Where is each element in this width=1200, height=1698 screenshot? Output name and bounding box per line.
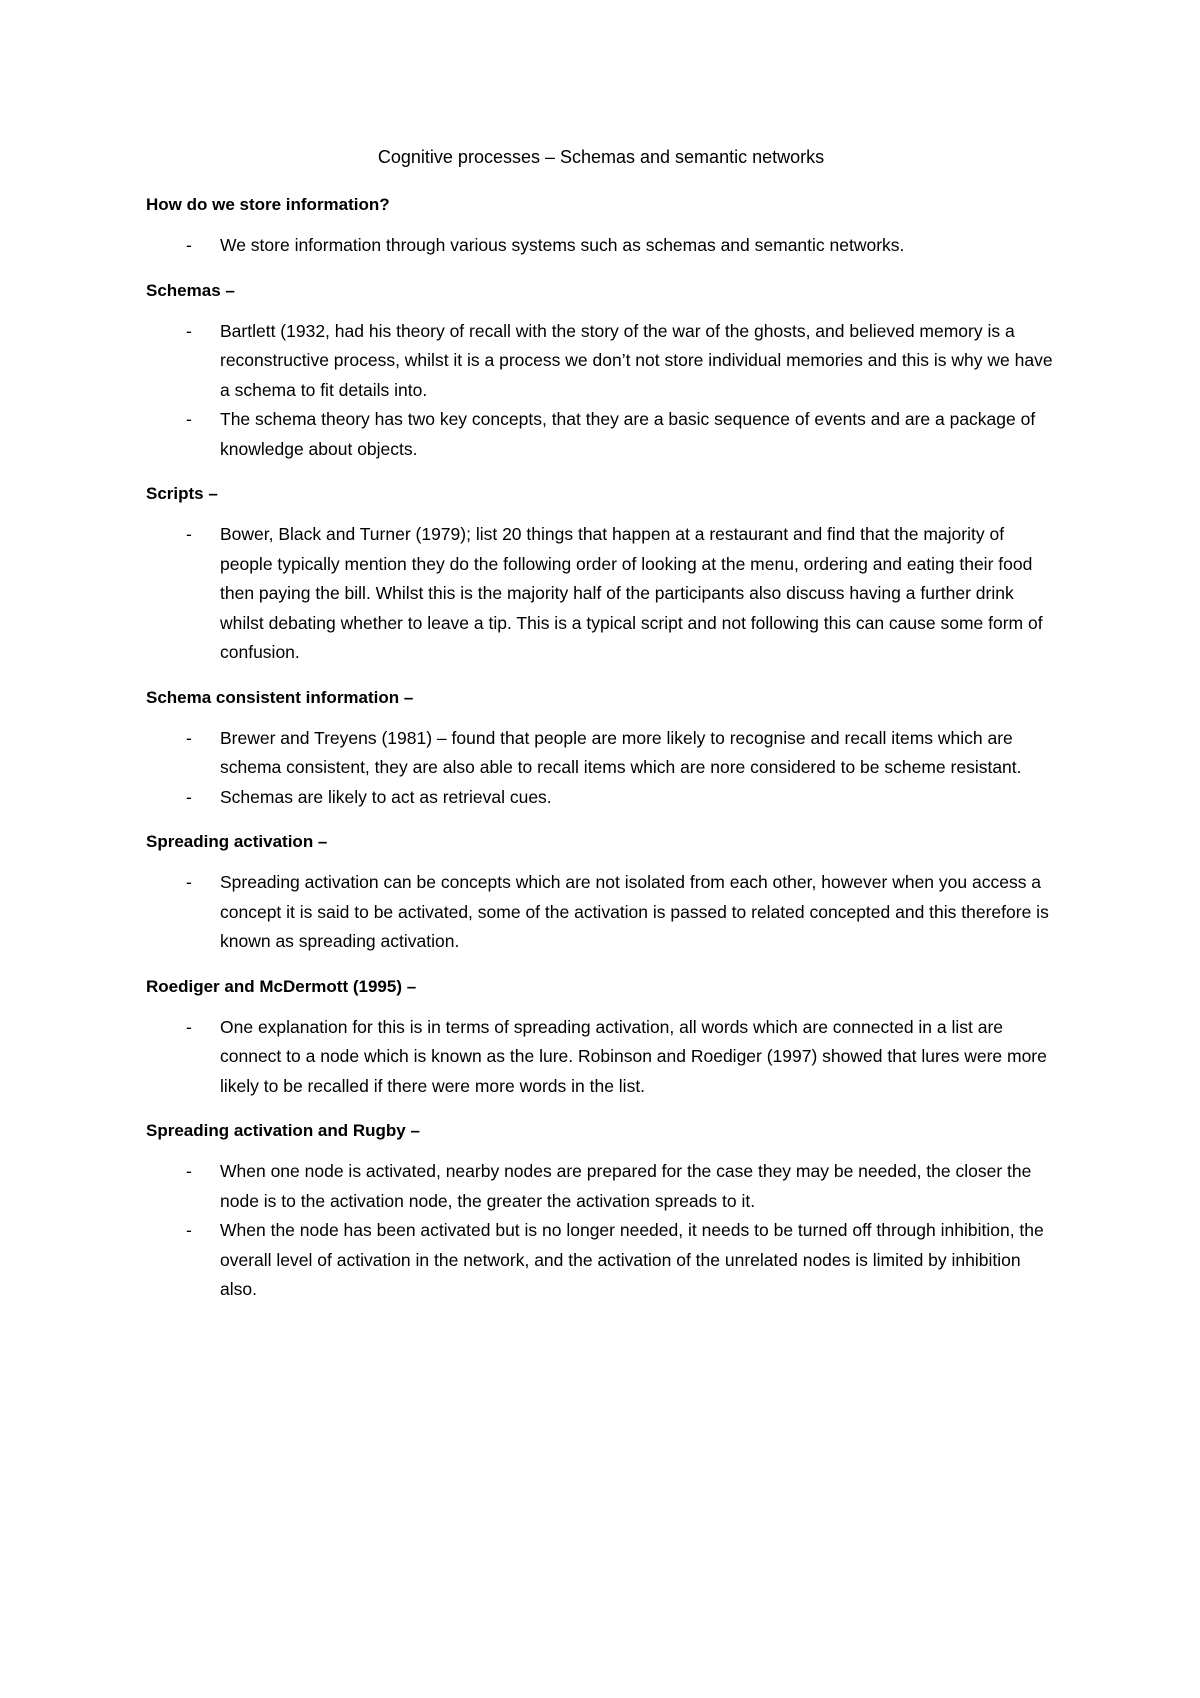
bullet-item xyxy=(146,231,1056,261)
document-section xyxy=(146,193,1056,261)
bullet-list xyxy=(146,1013,1056,1102)
bullet-dash-icon: - xyxy=(186,409,192,429)
bullet-dash-icon: - xyxy=(186,1220,192,1240)
bullet-text: We store information through various systems such as schemas and semantic networks. xyxy=(220,235,905,255)
bullet-item xyxy=(146,724,1056,783)
bullet-item xyxy=(146,405,1056,464)
section-heading: Spreading activation and Rugby – xyxy=(146,1121,420,1140)
bullet-dash-icon: - xyxy=(186,1016,192,1037)
document-section xyxy=(146,1119,1056,1305)
bullet-text: Spreading activation can be concepts which are not isolated from each other, however when you access a concept it is said to be activated, some of the activation is passed to related concepted and this therefore is known as spreading activation. xyxy=(220,872,1049,951)
bullet-text: Brewer and Treyens (1981) – found that people are more likely to recognise and recall items which are schema consistent, they are also able to recall items which are nore considered to be scheme resistant. xyxy=(220,727,1022,777)
document-section xyxy=(146,279,1056,465)
sections-container xyxy=(146,193,1056,1305)
bullet-list xyxy=(146,868,1056,957)
bullet-text: Bower, Black and Turner (1979); list 20 things that happen at a restaurant and find that the majority of people typically mention they do the following order of looking at the menu, ordering and eating their food then paying the bill. Whilst this is the majority half of the participants also discuss having a further drink whilst debating whether to leave a tip. This is a typical script and not following this can cause some form of confusion. xyxy=(220,524,1043,662)
bullet-text: The schema theory has two key concepts, that they are a basic sequence of events and are a package of knowledge about objects. xyxy=(220,409,1036,459)
bullet-text: Schemas are likely to act as retrieval cues. xyxy=(220,786,552,807)
bullet-item xyxy=(146,1013,1056,1102)
bullet-item xyxy=(146,1216,1056,1305)
bullet-list xyxy=(146,231,1056,261)
bullet-dash-icon: - xyxy=(186,872,192,892)
document-section xyxy=(146,975,1056,1102)
bullet-dash-icon: - xyxy=(186,320,192,341)
document-title: Cognitive processes – Schemas and semantic networks xyxy=(377,147,825,167)
section-heading: Schemas – xyxy=(146,280,235,300)
bullet-dash-icon: - xyxy=(186,235,192,255)
bullet-text: When the node has been activated but is no longer needed, it needs to be turned off through inhibition, the overall level of activation in the network, and the activation of the unrelated nodes is limited by inhibition also. xyxy=(220,1220,1044,1299)
bullet-dash-icon: - xyxy=(186,1161,192,1181)
section-heading: Roediger and McDermott (1995) – xyxy=(146,976,417,996)
bullet-text: When one node is activated, nearby nodes are prepared for the case they may be needed, the closer the node is to the activation node, the greater the activation spreads to it. xyxy=(220,1161,1032,1211)
document-section xyxy=(146,830,1056,957)
document-body xyxy=(146,145,1056,1323)
bullet-text: Bartlett (1932, had his theory of recall with the story of the war of the ghosts, and believed memory is a reconstructive process, whilst it is a process we don’t not store individual memories and this is why we have a schema to fit details into. xyxy=(220,320,1053,400)
section-heading: Scripts – xyxy=(146,484,218,503)
bullet-text: One explanation for this is in terms of spreading activation, all words which are connected in a list are connect to a node which is known as the lure. Robinson and Roediger (1997) showed that lures were more likely to be recalled if there were more words in the list. xyxy=(220,1016,1047,1096)
bullet-list xyxy=(146,724,1056,813)
section-heading: Spreading activation – xyxy=(146,832,328,851)
section-heading: Schema consistent information – xyxy=(146,687,414,707)
section-heading: How do we store information? xyxy=(146,195,390,214)
bullet-list xyxy=(146,317,1056,465)
bullet-item xyxy=(146,520,1056,668)
bullet-dash-icon: - xyxy=(186,786,192,807)
bullet-item xyxy=(146,317,1056,406)
bullet-list xyxy=(146,520,1056,668)
bullet-item xyxy=(146,783,1056,813)
document-section xyxy=(146,482,1056,668)
bullet-item xyxy=(146,1157,1056,1216)
document-section xyxy=(146,686,1056,813)
bullet-dash-icon: - xyxy=(186,727,192,748)
bullet-dash-icon: - xyxy=(186,524,192,544)
bullet-list xyxy=(146,1157,1056,1305)
bullet-item xyxy=(146,868,1056,957)
